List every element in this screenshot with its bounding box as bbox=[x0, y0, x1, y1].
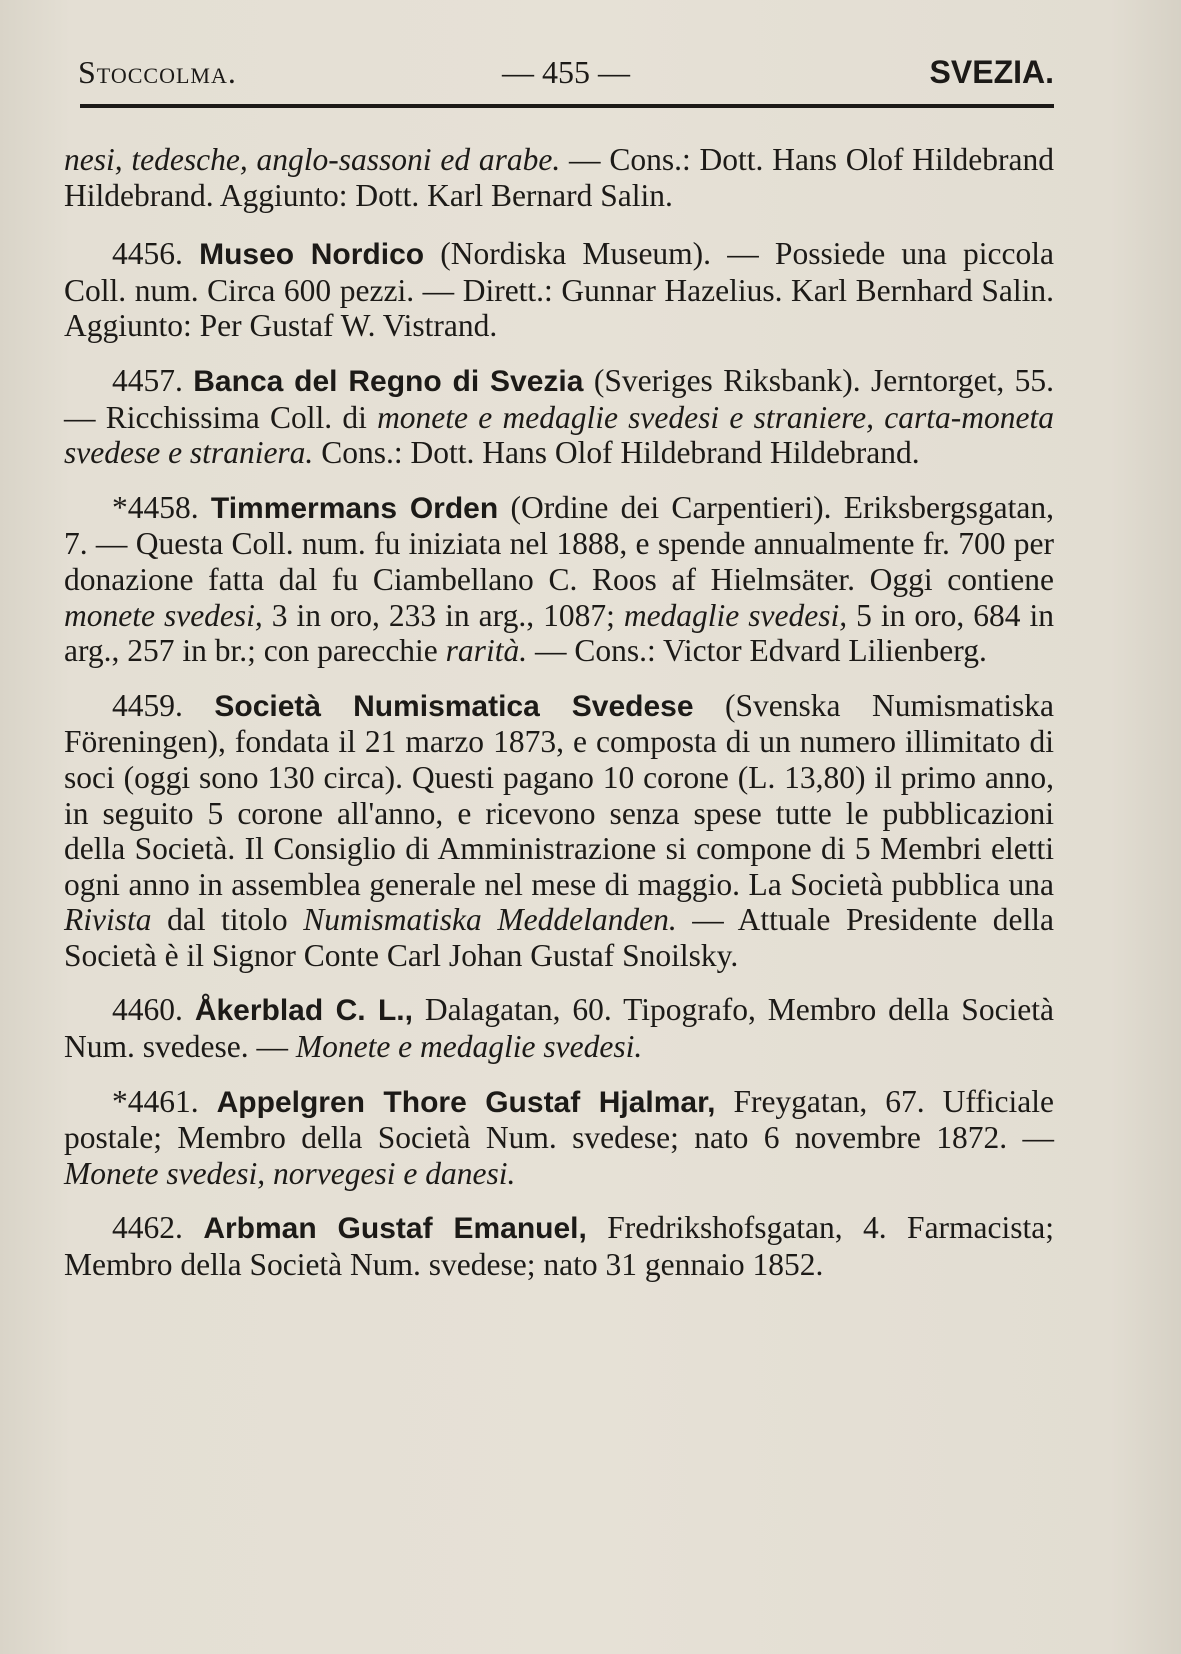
entry-number: *4458. bbox=[112, 489, 199, 525]
entry-text: Fredrikshofsgatan, 4. Farmacista; Membro della Società Num. svedese; nato 31 gennaio 1852. bbox=[64, 1210, 1055, 1283]
entry-text: — Cons.: Dott. Hans Olof Hildebrand Hildebrand. Aggiunto: Dott. Karl Bernard Salin. bbox=[64, 142, 1054, 213]
entry-text: 3 in oro, 233 in arg., 1087; bbox=[262, 597, 624, 633]
entry-text-italic: Numismatiska Meddelanden. bbox=[303, 902, 677, 938]
entry-text-italic: Monete e medaglie svedesi. bbox=[295, 1029, 643, 1065]
entry-text: (Nordiska Museum). — Possiede una piccola Coll. num. Circa 600 pezzi. — Dirett.: Gunnar Hazelius. Karl Bernhard Salin. Aggiunto: Per Gustaf W. Vistrand. bbox=[64, 236, 1055, 344]
entry-text: 5 in oro, 684 in arg., 257 in br.; con parecchie bbox=[64, 597, 1054, 669]
entry-4461 bbox=[64, 1084, 1054, 1192]
running-header bbox=[78, 50, 1054, 94]
entry-text-italic: Rivista bbox=[64, 902, 152, 938]
entry-number: 4457. bbox=[112, 362, 183, 398]
entry-name: Museo Nordico bbox=[199, 238, 425, 272]
entry-name: Timmermans Orden bbox=[210, 491, 499, 525]
entry-text: dal titolo bbox=[151, 902, 304, 938]
entry-name: Arbman Gustaf Emanuel, bbox=[203, 1212, 587, 1246]
entry-text-italic: monete e medaglie svedesi e straniere, carta-moneta svedese e straniera. bbox=[64, 399, 1054, 471]
entry-4462 bbox=[64, 1210, 1054, 1282]
entry-number: 4456. bbox=[112, 236, 183, 272]
entry-number: *4461. bbox=[112, 1083, 199, 1119]
page-number: — 455 — bbox=[502, 54, 630, 90]
entry-number: 4462. bbox=[112, 1210, 183, 1246]
header-country: SVEZIA. bbox=[929, 54, 1054, 90]
entry-4460 bbox=[64, 992, 1054, 1064]
entry-name: Società Numismatica Svedese bbox=[214, 689, 694, 723]
entry-number: 4460. bbox=[112, 992, 183, 1028]
entry-name: Banca del Regno di Svezia bbox=[193, 364, 584, 398]
entry-text-italic: monete svedesi, bbox=[64, 597, 263, 633]
entry-name: Åkerblad C. L., bbox=[194, 994, 413, 1028]
entry-number: 4459. bbox=[112, 687, 183, 723]
entry-text: (Svenska Numismatiska Föreningen), fondata il 21 marzo 1873, e composta di un numero illimitato di soci (oggi sono 130 circa). Questi pagano 10 corone (L. 13,80) il primo anno, in seguito 5 corone all'anno, e ricevono senza spese tutte le pubblicazioni della Società. Il Consiglio di Amministrazione si compone di 5 Membri eletti ogni anno in assemblea generale nel mese di maggio. La Società pubblica una bbox=[64, 687, 1055, 902]
entry-text: — Attuale Presidente della Società è il Signor Conte Carl Johan Gustaf Snoilsky. bbox=[64, 902, 1054, 973]
entry-name: Appelgren Thore Gustaf Hjalmar, bbox=[216, 1085, 716, 1119]
entry-text-italic: rarità. bbox=[445, 633, 528, 669]
entry-4456 bbox=[64, 236, 1054, 344]
entry-text: Dalagatan, 60. Tipografo, Membro della Società Num. svedese. — bbox=[64, 992, 1055, 1065]
entry-4455-continued bbox=[64, 142, 1054, 213]
entry-text: Freygatan, 67. Ufficiale postale; Membro della Società Num. svedese; nato 6 novembre 1872. — bbox=[64, 1083, 1054, 1156]
entry-text: Cons.: Dott. Hans Olof Hildebrand Hildebrand. bbox=[313, 435, 920, 471]
entry-4457 bbox=[64, 363, 1054, 471]
page-body bbox=[64, 142, 1054, 1302]
entry-4459 bbox=[64, 688, 1054, 974]
entry-text: (Sveriges Riksbank). Jerntorget, 55. — Ricchissima Coll. di bbox=[64, 362, 1054, 435]
entry-text: — Cons.: Victor Edvard Lilienberg. bbox=[527, 633, 987, 669]
entry-text-italic: nesi, tedesche, anglo-sassoni ed arabe. bbox=[64, 142, 561, 177]
entry-4458 bbox=[64, 490, 1054, 669]
entry-text-italic: medaglie svedesi, bbox=[623, 597, 848, 633]
header-rule bbox=[80, 104, 1054, 108]
entry-text-italic: Monete svedesi, norvegesi e danesi. bbox=[64, 1155, 516, 1191]
entry-text: (Ordine dei Carpentieri). Eriksbergsgatan, 7. — Questa Coll. num. fu iniziata nel 1888, e spende annualmente fr. 700 per donazione fatta dal fu Ciambellano C. Roos af Hielmsäter. Oggi contiene bbox=[64, 489, 1054, 597]
header-city: Stoccolma. bbox=[78, 54, 237, 90]
